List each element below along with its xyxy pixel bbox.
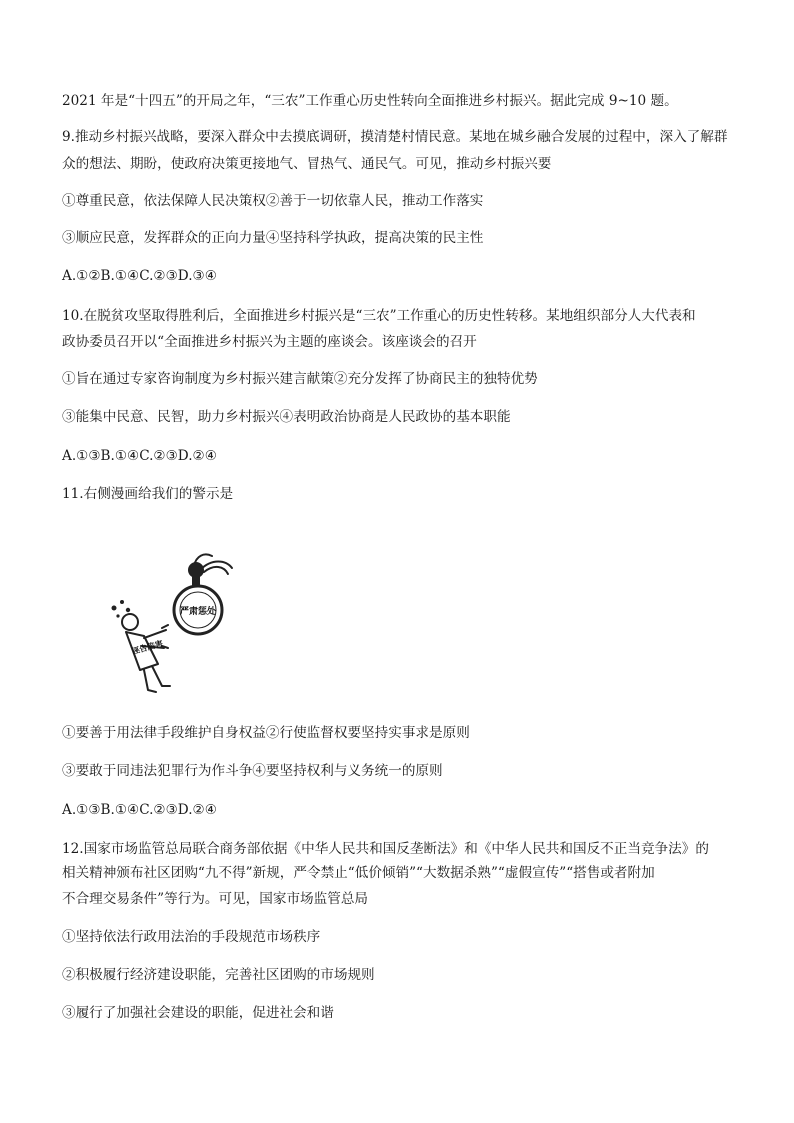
question-12-stem-line-2: 相关精神颁布社区团购“九不得”新规，严令禁止“低价倾销”“大数据杀熟”“虚假宣传”“搭售或者附加 (62, 865, 655, 881)
question-9-statements-2: ③顺应民意，发挥群众的正向力量④坚持科学执政，提高决策的民主性 (62, 230, 484, 246)
question-11-statements-2: ③要敢于同违法犯罪行为作斗争④要坚持权利与义务统一的原则 (62, 763, 443, 779)
figure-label: 诬告陷害 (130, 638, 164, 657)
question-12-statement-3: ③履行了加强社会建设的职能，促进社会和谐 (62, 1005, 334, 1021)
question-12-stem-line-3: 不合理交易条件”等行为。可见，国家市场监管总局 (62, 891, 369, 907)
question-10-options: A.①③B.①④C.②③D.②④ (62, 448, 217, 464)
question-9-stem-line-2: 众的想法、期盼，使政府决策更接地气、冒热气、通民气。可见，推动乡村振兴要 (62, 156, 552, 172)
question-12-stem-line-1: 12.国家市场监管总局联合商务部依据《中华人民共和国反垄断法》和《中华人民共和国反不正当竞争法》的 (62, 841, 709, 857)
stamp-text: 严肃惩处 (179, 607, 217, 617)
cartoon-illustration (100, 552, 250, 702)
question-9-stem-line-1: 9.推动乡村振兴战略，要深入群众中去摸底调研，摸清楚村情民意。某地在城乡融合发展的过程中，深入了解群 (62, 129, 728, 145)
question-9-options: A.①②B.①④C.②③D.③④ (62, 268, 217, 284)
intro-text: 2021 年是“十四五”的开局之年，“三农”工作重心历史性转向全面推进乡村振兴。据此完成 9~10 题。 (62, 93, 678, 109)
question-11-options: A.①③B.①④C.②③D.②④ (62, 802, 217, 818)
question-12-statement-1: ①坚持依法行政用法治的手段规范市场秩序 (62, 929, 321, 945)
figure-icon (122, 614, 170, 692)
question-12-statement-2: ②积极履行经济建设职能，完善社区团购的市场规则 (62, 967, 375, 983)
question-10-statements-1: ①旨在通过专家咨询制度为乡村振兴建言献策②充分发挥了协商民主的独特优势 (62, 371, 538, 387)
question-10-statements-2: ③能集中民意、民智，助力乡村振兴④表明政治协商是人民政协的基本职能 (62, 409, 511, 425)
question-11-statements-1: ①要善于用法律手段维护自身权益②行使监督权要坚持实事求是原则 (62, 725, 470, 741)
question-10-stem-line-2: 政协委员召开以“全面推进乡村振兴为主题的座谈会。该座谈会的召开 (62, 334, 477, 350)
question-9-statements-1: ①尊重民意，依法保障人民决策权②善于一切依靠人民，推动工作落实 (62, 193, 484, 209)
question-10-stem-line-1: 10.在脱贫攻坚取得胜利后，全面推进乡村振兴是“三农”工作重心的历史性转移。某地组织部分人大代表和 (62, 308, 696, 324)
question-11-stem: 11.右侧漫画给我们的警示是 (62, 486, 234, 502)
